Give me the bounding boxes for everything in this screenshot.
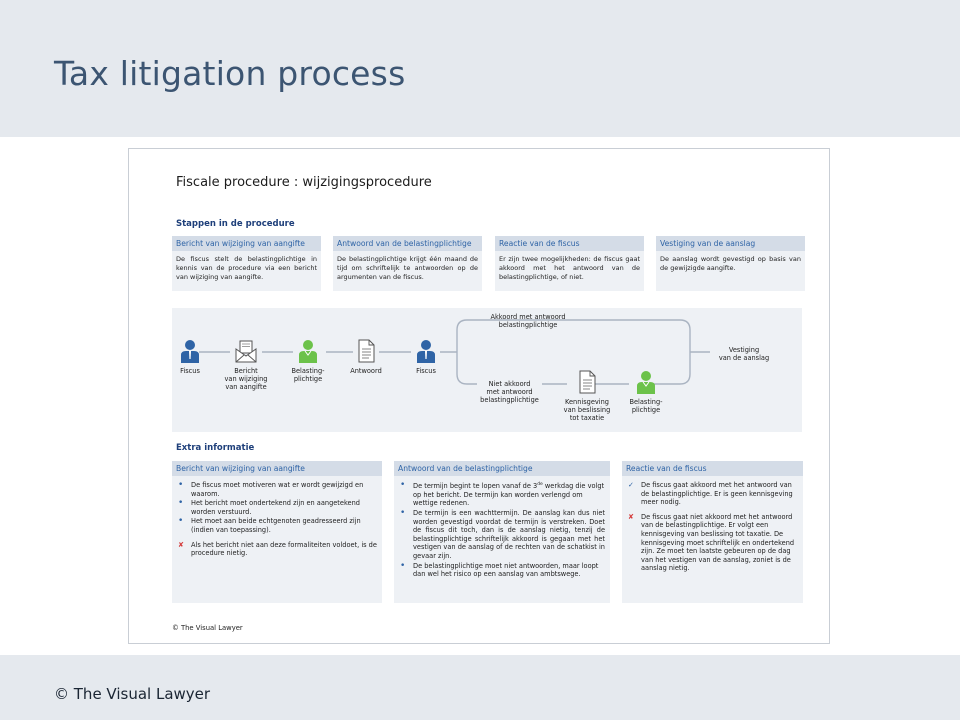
info-item — [177, 517, 377, 534]
step-card — [656, 236, 805, 291]
info-item-text: De fiscus gaat niet akkoord met het antwoord van de belastingplichtige. Er volgt een kennisgeving van beslissing tot taxatie. De kennisgeving moet schriftelijk en ondertekend zijn. Ze moet ten laatste gebeuren op de dag van het vestigen van de aanslag, zoniet is de aanslag nietig. — [641, 512, 795, 573]
document-footer: © The Visual Lawyer — [172, 624, 243, 632]
label-line: Niet akkoord — [488, 380, 531, 388]
info-item — [399, 509, 605, 561]
label-line: Vestiging — [728, 346, 760, 354]
node-label: Fiscus — [416, 367, 436, 375]
label-line: Belasting- — [629, 398, 663, 406]
label-line: Belasting- — [291, 367, 325, 375]
info-card-body — [622, 476, 803, 573]
info-item — [399, 481, 605, 508]
flow-node-belastingplichtige — [282, 335, 334, 383]
label-line: tot taxatie — [569, 414, 605, 423]
document-icon — [574, 366, 600, 394]
label-line: van beslissing — [563, 406, 611, 415]
info-item — [627, 513, 798, 573]
document-figure — [128, 148, 830, 644]
bullet-icon: • — [400, 560, 406, 571]
info-item-text: De fiscus moet motiveren wat er wordt gewijzigd en waarom. — [191, 481, 364, 498]
document-title: Fiscale procedure : wijzigingsprocedure — [176, 175, 432, 190]
info-card — [622, 461, 803, 603]
step-card-title: Reactie van de fiscus — [495, 236, 644, 251]
label-line: van wijziging — [224, 375, 268, 384]
info-card-body — [394, 476, 610, 579]
info-card-title: Antwoord van de belastingplichtige — [394, 461, 610, 476]
node-label — [564, 398, 611, 423]
node-label: Fiscus — [180, 367, 200, 375]
info-item-text: De termijn begint te lopen vanaf de 3 — [413, 482, 538, 491]
info-item-text: Als het bericht niet aan deze formaliteiten voldoet, is de procedure nietig. — [191, 540, 377, 558]
step-card-body: De belastingplichtige krijgt één maand de tijd om schriftelijk te antwoorden op de argumenten van de fiscus. — [337, 255, 478, 281]
info-item-text: Het moet aan beide echtgenoten geadresseerd zijn (indien van toepassing). — [191, 517, 361, 534]
info-item-text: De fiscus gaat akkoord met het antwoord van de belastingplichtige. Er is geen kennisgeving meer nodig. — [641, 481, 793, 507]
node-label — [629, 398, 662, 414]
label-line: Kennisgeving — [564, 398, 609, 406]
bullet-icon: • — [400, 507, 406, 518]
info-item-text: De termijn is een wachttermijn. De aanslag kan dus niet worden gevestigd voordat de termijn is verstreken. Doet de fiscus dit toch, dan is de aanslag nietig, tenzij de belastingplichtige schriftelijk akkoord is gegaan met het vestigen van de aanslag of de rechten van de schatkist in gevaar zijn. — [413, 508, 605, 560]
flow-node-antwoord — [344, 335, 388, 375]
person-icon — [413, 335, 439, 363]
document-icon — [353, 335, 379, 363]
extra-heading: Extra informatie — [176, 443, 255, 453]
label-line: van de aanslag — [718, 354, 770, 363]
info-item-text: De belastingplichtige moet niet antwoorden, maar loopt dan wel het risico op een aanslag van ambtswege. — [413, 561, 599, 579]
slide-title: Tax litigation process — [54, 54, 406, 93]
bullet-icon: • — [178, 498, 184, 509]
label-line: Bericht — [234, 367, 258, 375]
node-label: Antwoord — [350, 367, 382, 375]
flow-node-belastingplichtige — [626, 366, 666, 414]
akkoord-label — [478, 313, 578, 329]
node-label — [291, 367, 324, 383]
bullet-icon: • — [178, 480, 184, 490]
info-item — [399, 562, 605, 579]
flow-node-fiscus — [412, 335, 440, 375]
info-item — [177, 481, 377, 498]
steps-heading: Stappen in de procedure — [176, 219, 295, 229]
person-icon — [633, 366, 659, 394]
step-card — [495, 236, 644, 291]
step-card-title: Bericht van wijziging van aangifte — [172, 236, 321, 251]
step-card-body: De aanslag wordt gevestigd op basis van de gewijzigde aangifte. — [660, 255, 801, 272]
info-item-text: werkdag die volgt op het bericht. De termijn kan worden verlengd om wettige redenen. — [413, 482, 605, 508]
niet-akkoord-label — [477, 380, 542, 405]
person-icon — [177, 335, 203, 363]
label-line: belastingplichtige — [498, 321, 558, 330]
info-card — [172, 461, 382, 603]
footer-copyright: © The Visual Lawyer — [54, 685, 211, 703]
step-card — [172, 236, 321, 291]
label-line: plichtige — [631, 406, 661, 415]
info-card-body — [172, 476, 382, 558]
vestiging-label — [710, 346, 778, 362]
step-card-title: Antwoord van de belastingplichtige — [333, 236, 482, 251]
person-icon — [295, 335, 321, 363]
info-card-title: Reactie van de fiscus — [622, 461, 803, 476]
info-item — [177, 499, 377, 516]
cross-icon: ✘ — [178, 540, 184, 549]
step-card — [333, 236, 482, 291]
bullet-icon: • — [400, 480, 406, 490]
process-flow — [172, 308, 802, 432]
flow-node-fiscus — [176, 335, 204, 375]
label-line: met antwoord — [486, 388, 533, 397]
step-card-body: Er zijn twee mogelijkheden: de fiscus gaat akkoord met het antwoord van de belastingplichtige, of niet. — [499, 255, 640, 281]
step-card-title: Vestiging van de aanslag — [656, 236, 805, 251]
superscript: de — [537, 482, 543, 487]
info-item-text: Het bericht moet ondertekend zijn en aangetekend worden verstuurd. — [191, 499, 360, 516]
flow-node-kennisgeving — [557, 366, 617, 423]
label-line: belastingplichtige — [480, 396, 539, 405]
bullet-icon: • — [178, 516, 184, 527]
info-card-title: Bericht van wijziging van aangifte — [172, 461, 382, 476]
node-label — [225, 367, 268, 392]
label-line: plichtige — [293, 375, 323, 384]
label-line: Akkoord met antwoord — [490, 313, 566, 321]
info-card — [394, 461, 610, 603]
step-card-body: De fiscus stelt de belastingplichtige in kennis van de procedure via een bericht van wijziging van aangifte. — [176, 255, 317, 281]
label-line: van aangifte — [225, 383, 267, 392]
flow-node-bericht — [216, 335, 276, 392]
info-item — [177, 541, 377, 558]
info-item — [627, 481, 798, 507]
cross-icon: ✘ — [628, 512, 634, 521]
check-icon: ✓ — [628, 481, 634, 489]
envelope-icon — [233, 335, 259, 363]
